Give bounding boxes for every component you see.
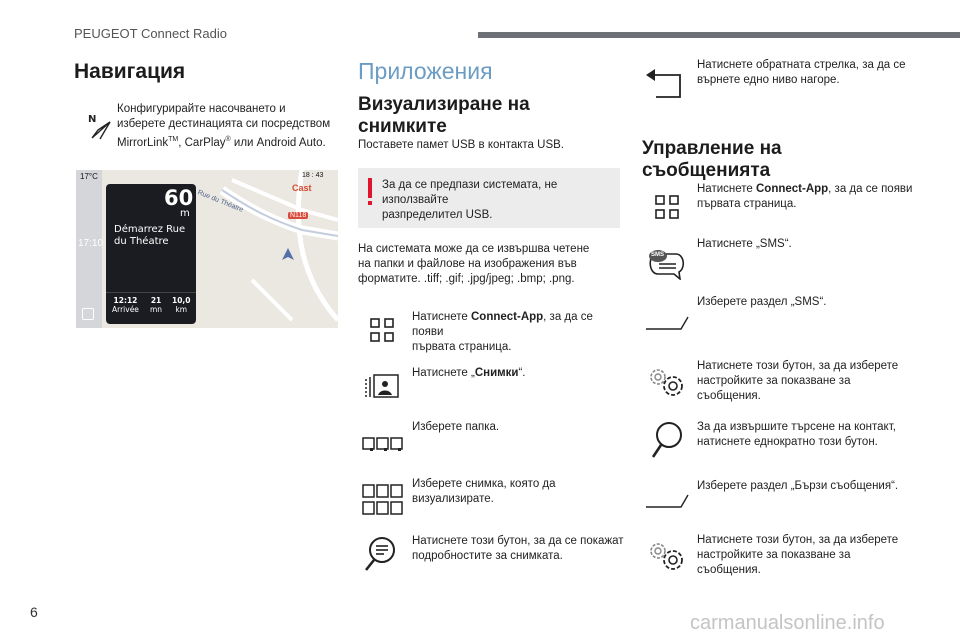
svg-text:N: N (88, 114, 97, 125)
thumbnails-icon (362, 484, 404, 516)
tab-icon (645, 316, 689, 330)
messages-step-7: Натиснете този бутон, за да изберете настройките за показване за съобщения. (697, 534, 899, 576)
back-text: Натиснете обратната стрелка, за да се върнете едно ниво нагоре. (697, 59, 906, 86)
warning-icon (368, 178, 372, 198)
apps-heading: Приложения (358, 58, 493, 84)
navigation-heading: Навигация (74, 60, 186, 83)
folders-icon (362, 436, 404, 452)
home-square-icon (82, 308, 94, 320)
navigation-text: Конфигурирайте насочването и изберете дестинацията си посредством MirrorLink™, CarPlay® или Android Auto. (117, 103, 331, 149)
car-screen-image (76, 170, 338, 328)
search-icon (650, 420, 684, 460)
apps-step-2: Натиснете „Снимки“. (412, 367, 526, 379)
messages-step-6: Изберете раздел „Бързи съобщения“. (697, 480, 899, 492)
photos-heading: Визуализиране на снимките (358, 94, 530, 137)
messages-step-1: Натиснете Connect-App, за да се появи първата страница. (697, 183, 913, 210)
apps-step-3: Изберете папка. (412, 421, 500, 433)
header-bar (478, 32, 960, 38)
header-title: PEUGEOT Connect Radio (74, 26, 227, 41)
street-label: Rue du Théatre (196, 189, 245, 214)
page-number: 6 (30, 604, 38, 620)
temperature-readout: 17°C (80, 172, 98, 181)
sms-icon: SMS (646, 248, 686, 280)
clock-readout: 17:10 (78, 238, 104, 249)
details-magnifier-icon (364, 536, 398, 574)
messages-step-3: Изберете раздел „SMS“. (697, 296, 827, 308)
navigation-arrow-icon (86, 112, 112, 140)
tab-icon (645, 494, 689, 508)
photos-icon (364, 371, 400, 399)
connect-app-grid-icon (655, 195, 679, 219)
minutes-block: 21 mn (150, 296, 163, 314)
warning-box (358, 168, 620, 228)
road-badge: N118 (290, 212, 307, 219)
formats-text: На системата може да се извършва четене на папки и файлове на изображения във форматите. .tiff; .gif; .jpg/jpeg; .bmp; .png. (358, 243, 590, 285)
messages-heading: Управление на съобщенията (642, 138, 782, 181)
settings-gear-icon (647, 540, 687, 572)
car-screen-sidebar (76, 170, 102, 328)
usb-text: Поставете памет USB в контакта USB. (358, 139, 564, 151)
arrival-block: 12:12 Arrivée (112, 296, 139, 314)
km-block: 10,0 km (172, 296, 191, 314)
connect-app-grid-icon (370, 318, 394, 342)
messages-step-4: Натиснете този бутон, за да изберете настройките за показване за съобщения. (697, 360, 899, 402)
apps-step-4: Изберете снимка, която да визуализирате. (412, 478, 556, 505)
back-arrow-icon (644, 66, 684, 100)
card-divider (106, 292, 196, 293)
messages-step-2: Натиснете „SMS“. (697, 238, 792, 250)
settings-gear-icon (647, 366, 687, 398)
warning-text: За да се предпази системата, не използвайте разпределител USB. (382, 179, 558, 221)
messages-step-5: За да извършите търсене на контакт, натиснете еднократно този бутон. (697, 421, 896, 448)
watermark: carmanualsonline.info (690, 612, 885, 634)
guidance-card (106, 184, 196, 324)
distance-unit: m (180, 208, 190, 219)
distance-value: 60 (164, 186, 194, 210)
apps-step-1: Натиснете Connect-App, за да се появи първата страница. (412, 311, 593, 353)
instruction-text: Démarrez Rue du Théatre (114, 224, 186, 247)
status-time: 18 : 43 (302, 172, 324, 179)
place-label: Cast (292, 183, 312, 193)
apps-step-5: Натиснете този бутон, за да се покажат подробностите за снимката. (412, 535, 624, 562)
